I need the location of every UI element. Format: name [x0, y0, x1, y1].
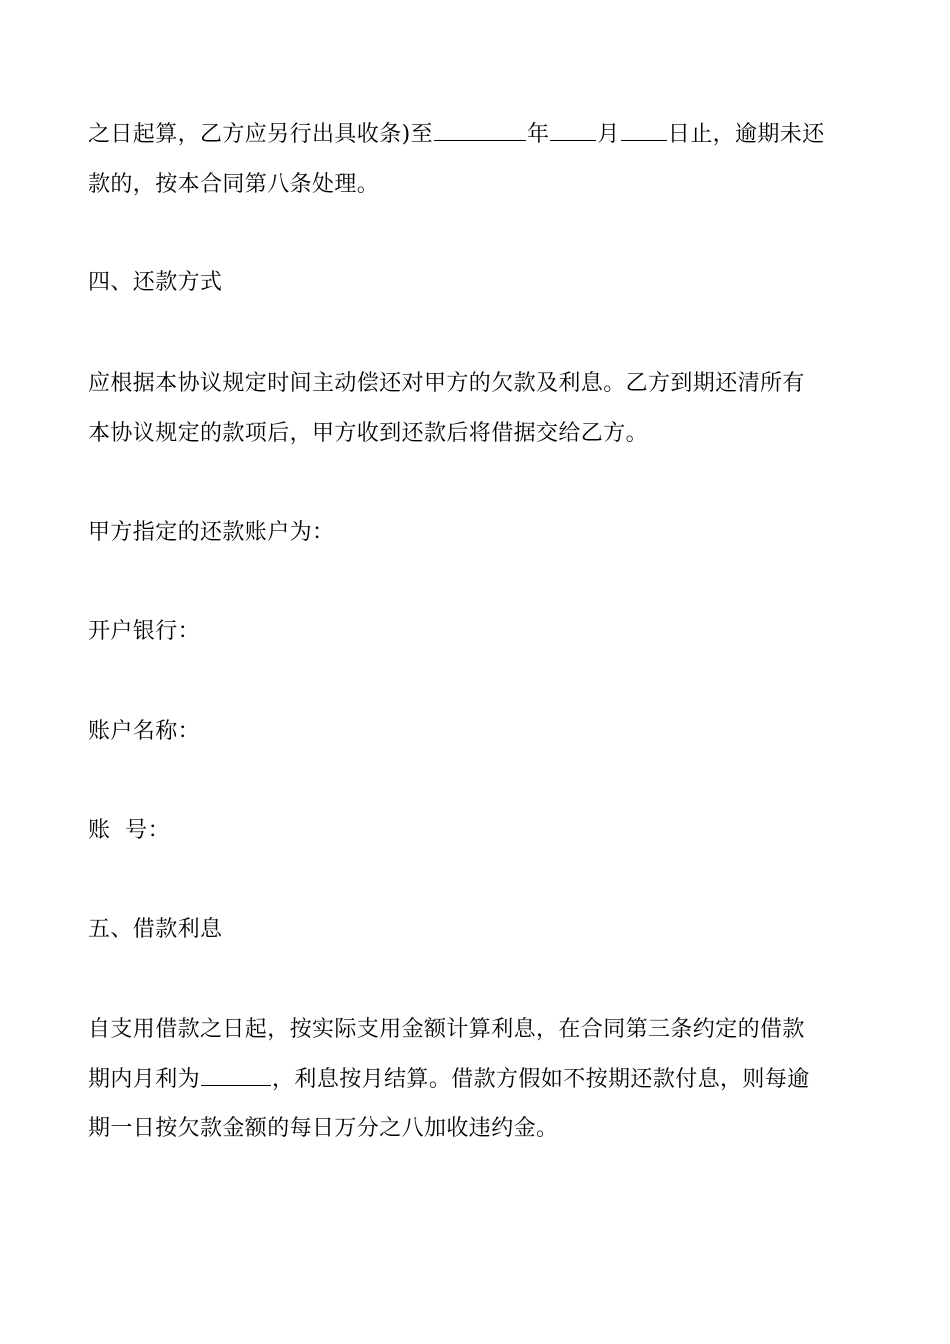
month-blank [550, 122, 596, 141]
text-segment: 期内月利为 [88, 1067, 201, 1092]
section5-line1: 自支用借款之日起，按实际支用金额计算利息，在合同第三条约定的借款 [88, 1017, 805, 1042]
section5-heading: 五、借款利息 [88, 917, 223, 942]
section4-paragraph-line1: 应根据本协议规定时间主动偿还对甲方的欠款及利息。乙方到期还清所有 [88, 371, 805, 396]
text-segment: 年 [526, 122, 550, 147]
text-segment: ，利息按月结算。借款方假如不按期还款付息，则每逾 [272, 1067, 810, 1092]
section3-tail-line1 [88, 120, 878, 150]
section5-line2 [88, 1065, 878, 1095]
section4-heading: 四、还款方式 [88, 270, 223, 295]
bank-label: 开户银行： [88, 619, 201, 644]
account-name-label: 账户名称： [88, 719, 201, 744]
monthly-rate-blank [201, 1067, 271, 1086]
section3-tail-line2: 款的，按本合同第八条处理。 [88, 172, 380, 197]
day-blank [621, 122, 667, 141]
section5-line3: 期一日按欠款金额的每日万分之八加收违约金。 [88, 1116, 559, 1141]
section4-paragraph-line2: 本协议规定的款项后，甲方收到还款后将借据交给乙方。 [88, 421, 649, 446]
text-segment: 日止，逾期未还 [667, 122, 825, 147]
account-intro: 甲方指定的还款账户为： [88, 520, 335, 545]
account-number-label: 账 号： [88, 818, 170, 843]
text-segment: 月 [597, 122, 620, 147]
text-segment: 之日起算，乙方应另行出具收条)至 [88, 122, 433, 147]
year-blank [434, 122, 526, 141]
